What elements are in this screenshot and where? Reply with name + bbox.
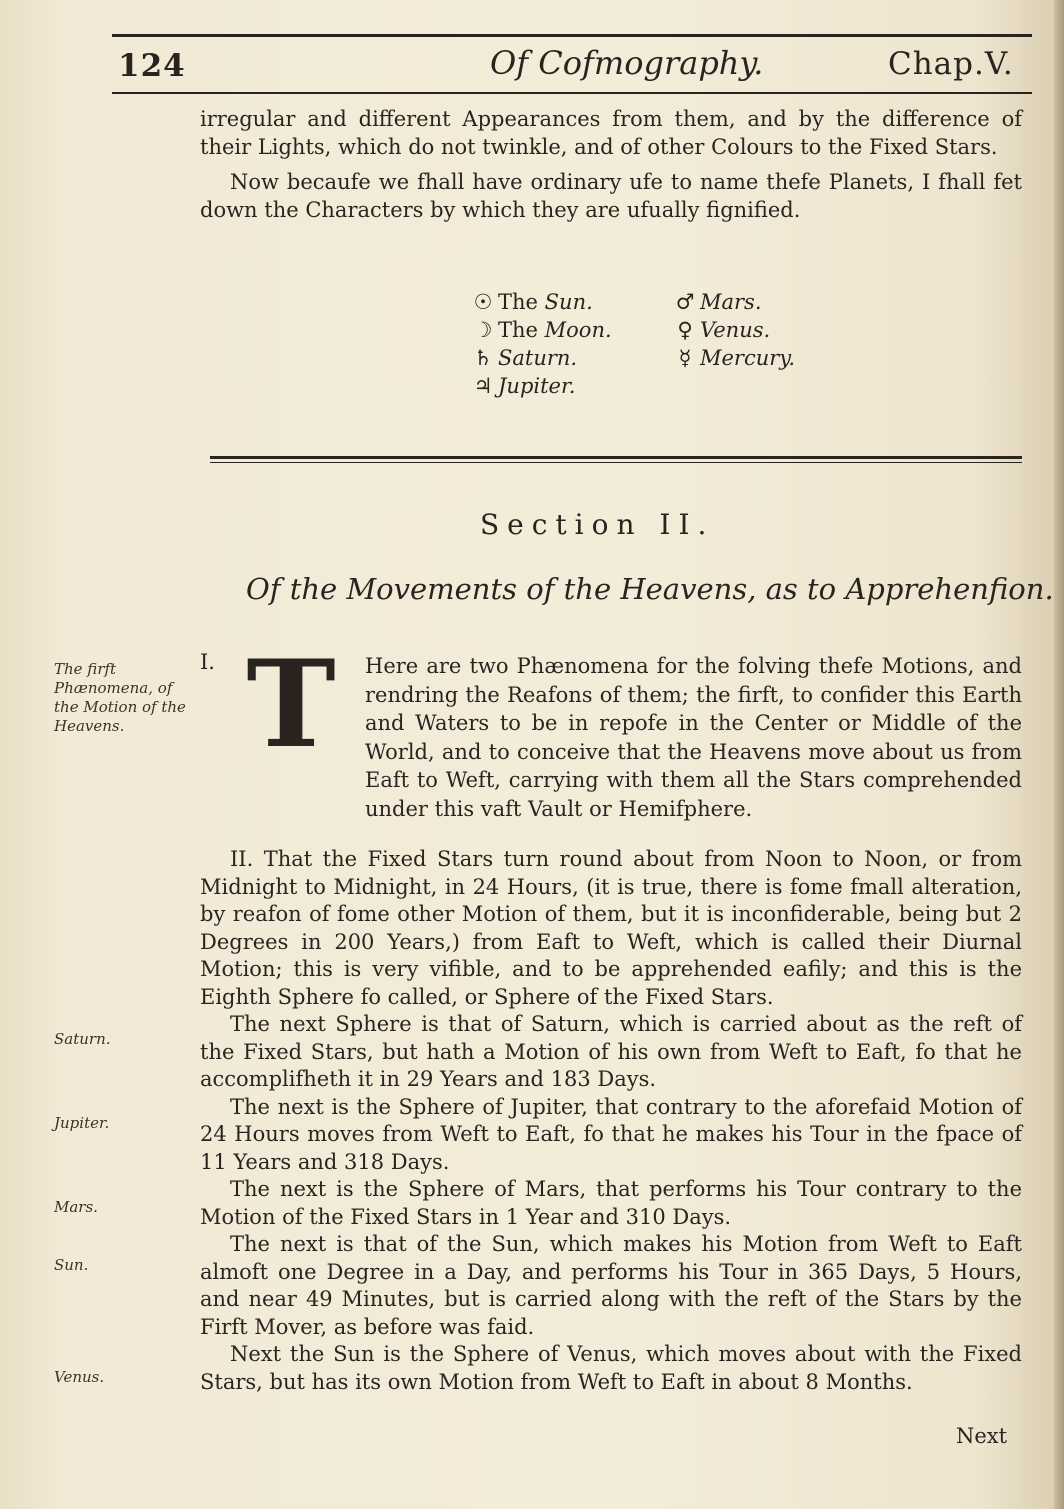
sun-icon: ☉ [473, 290, 493, 314]
running-title: Of Cofmography. [490, 44, 764, 82]
page-number: 124 [118, 48, 186, 84]
chapter-label: Chap.V. [888, 46, 1014, 82]
intro-paragraph-1: irregular and different Appearances from them, and by the difference of their Lights, which do not twinkle, and of other Colours to the Fixed Stars. [200, 107, 1022, 159]
planet-row-mars: ♂ Mars. [670, 288, 795, 316]
margin-note-jupiter: Jupiter. [54, 1114, 110, 1132]
mars-icon: ♂ [675, 290, 695, 314]
paragraph-venus: Next the Sun is the Sphere of Venus, which moves about with the Fixed Stars, but has its own Motion from Weft to Eaft in about 8 Months. [200, 1342, 1022, 1394]
jupiter-icon: ♃ [473, 374, 493, 398]
paragraph-i-text: Here are two Phænomena for the folving thefe Motions, and rendring the Reafons of them; the firft, to confider this Earth and Waters to be in repofe in the Center or Middle of the World, and to conceive that the Heavens move about us from Eaft to Weft, carrying with them all the Stars comprehended under this vaft Vault or Hemifphere. [365, 654, 1022, 821]
margin-note-venus: Venus. [54, 1368, 105, 1386]
planet-row-venus: ♀ Venus. [670, 316, 795, 344]
planet-row-moon: ☽ The Moon. [468, 316, 612, 344]
margin-note-saturn: Saturn. [54, 1030, 111, 1048]
section-title: Section II. [480, 508, 715, 541]
section-body-text [200, 846, 1022, 1396]
margin-note-mars: Mars. [54, 1198, 98, 1216]
planet-row-saturn: ♄ Saturn. [468, 344, 612, 372]
header-top-rule [112, 34, 1032, 37]
catchword: Next [956, 1424, 1008, 1448]
mercury-icon: ☿ [678, 346, 692, 370]
moon-icon: ☽ [473, 318, 493, 342]
paragraph-saturn: The next Sphere is that of Saturn, which is carried about as the reft of the Fixed Stars, but hath a Motion of his own from Weft to Eaft, fo that he accomplifheth it in 29 Years and 183 Days. [200, 1012, 1022, 1091]
page-edge [1054, 0, 1064, 1509]
intro-text [200, 106, 1022, 224]
planet-list-right [670, 288, 795, 372]
intro-paragraph-2: Now becaufe we fhall have ordinary ufe to name thefe Planets, I fhall fet down the Characters by which they are ufually fignified. [200, 170, 1022, 222]
saturn-icon: ♄ [473, 346, 493, 370]
planet-list-left [468, 288, 612, 400]
paragraph-jupiter: The next is the Sphere of Jupiter, that contrary to the aforefaid Motion of 24 Hours moves from Weft to Eaft, fo that he makes his Tour in the fpace of 11 Years and 318 Days. [200, 1094, 1022, 1174]
paragraph-ii: II. That the Fixed Stars turn round about from Noon to Noon, or from Midnight to Midnight, in 24 Hours, (it is true, there is fome fmall alteration, by reafon of fome other Motion of them, but it is inconfiderable, being but 2 Degrees in 200 Years,) from Eaft to Weft, which is called their Diurnal Motion; this is very vifible, and to be apprehended eafily; and this is the Eighth Sphere fo called, or Sphere of the Fixed Stars. [200, 847, 1022, 1009]
paragraph-mars: The next is the Sphere of Mars, that performs his Tour contrary to the Motion of the Fixed Stars in 1 Year and 310 Days. [200, 1177, 1022, 1229]
dropcap-letter: T [246, 650, 336, 754]
section-subtitle: Of the Movements of the Heavens, as to Apprehenfion. [246, 572, 1054, 606]
paragraph-number-i: I. [200, 650, 215, 674]
margin-note-first-phenomena: The firft Phænomena, of the Motion of the Heavens. [54, 660, 186, 735]
section-rule-thin [210, 462, 1022, 463]
venus-icon: ♀ [677, 318, 693, 342]
section-rule [210, 456, 1022, 459]
planet-row-jupiter: ♃ Jupiter. [468, 372, 612, 400]
paragraph-sun: The next is that of the Sun, which makes his Motion from Weft to Eaft almoft one Degree in a Day, and performs his Tour in 365 Days, 5 Hours, and near 49 Minutes, but is carried along with the reft of the Stars by the Firft Mover, as before was faid. [200, 1232, 1022, 1339]
planet-row-mercury: ☿ Mercury. [670, 344, 795, 372]
dropcap-t [232, 650, 350, 754]
margin-note-sun: Sun. [54, 1256, 89, 1274]
planet-row-sun: ☉ The Sun. [468, 288, 612, 316]
header-bottom-rule [112, 92, 1032, 94]
